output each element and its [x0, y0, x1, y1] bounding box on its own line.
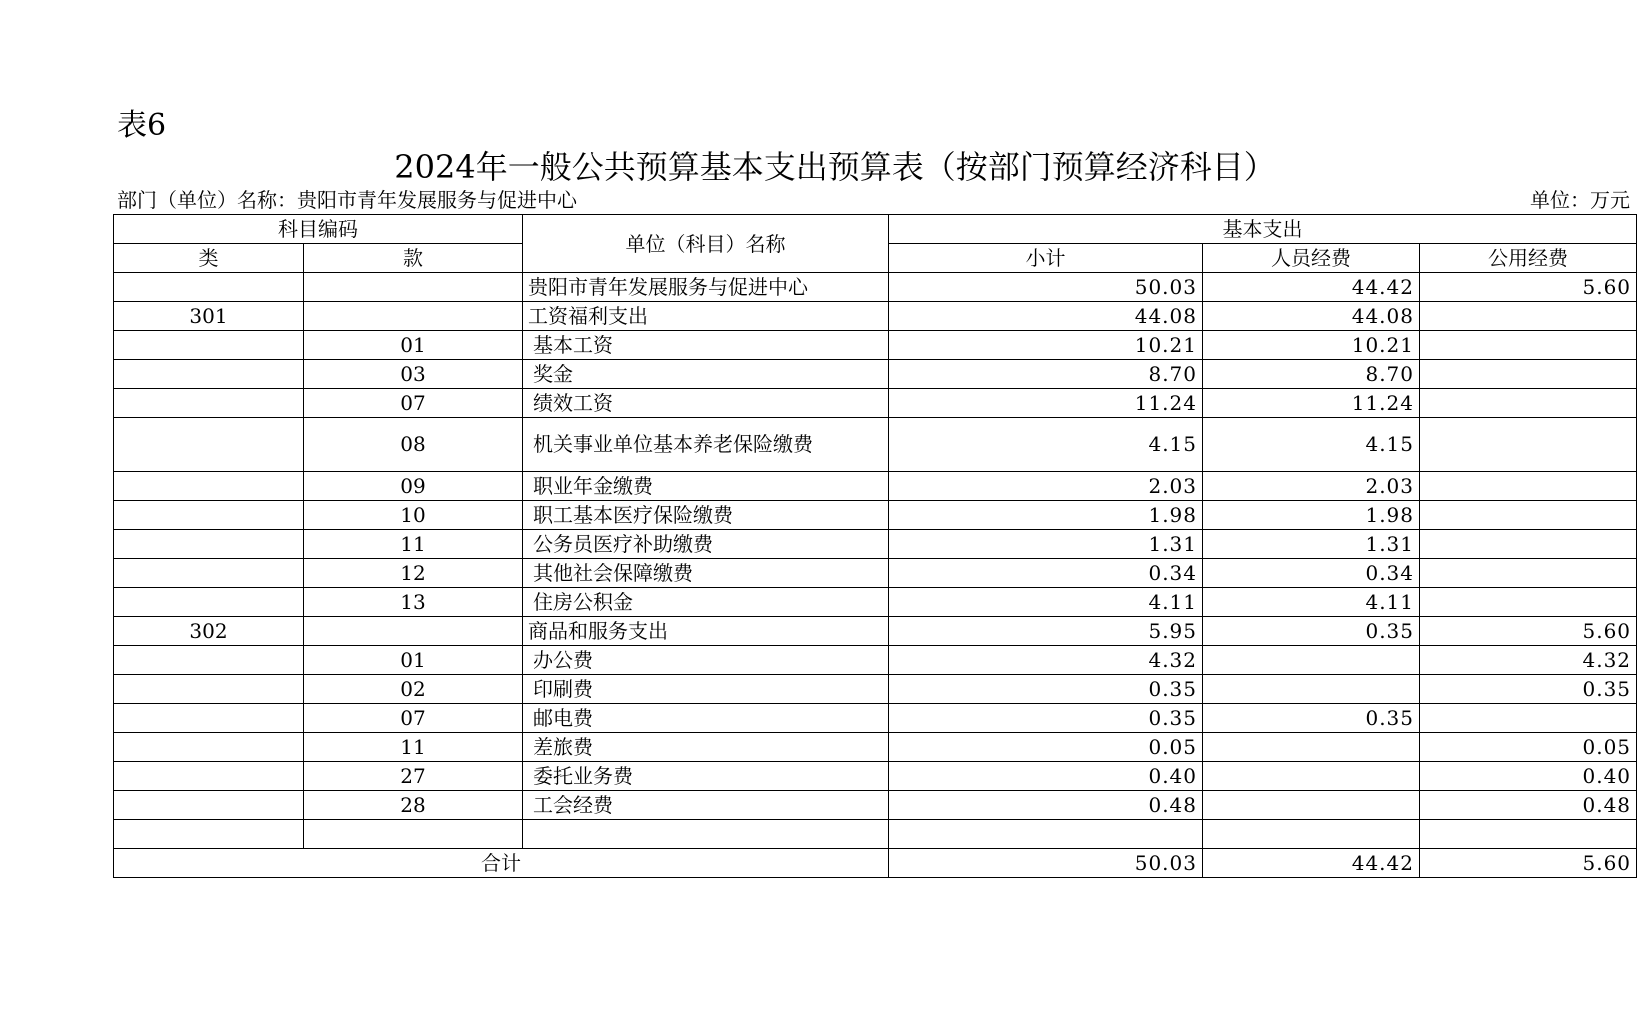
cell-public: [1420, 588, 1637, 617]
cell-subtotal: 11.24: [889, 389, 1203, 418]
header-code: 科目编码: [114, 215, 523, 244]
cell-personnel: 44.08: [1203, 302, 1420, 331]
cell-lei: [114, 559, 304, 588]
cell-public: 0.05: [1420, 733, 1637, 762]
table-row: [114, 302, 1637, 331]
header-personnel: 人员经费: [1203, 244, 1420, 273]
cell-kuan: 07: [304, 389, 523, 418]
cell-name: 绩效工资: [523, 389, 889, 418]
cell-personnel: 1.98: [1203, 501, 1420, 530]
cell-lei: [114, 646, 304, 675]
cell-subtotal: 50.03: [889, 273, 1203, 302]
cell-subtotal: 5.95: [889, 617, 1203, 646]
cell-lei: [114, 331, 304, 360]
cell-kuan: 03: [304, 360, 523, 389]
cell-lei: [114, 820, 304, 849]
cell-public: [1420, 501, 1637, 530]
cell-subtotal: 4.11: [889, 588, 1203, 617]
cell-kuan: 13: [304, 588, 523, 617]
cell-name: 工会经费: [523, 791, 889, 820]
cell-kuan: 27: [304, 762, 523, 791]
cell-subtotal: 0.40: [889, 762, 1203, 791]
cell-public: 0.48: [1420, 791, 1637, 820]
cell-lei: 302: [114, 617, 304, 646]
cell-personnel: 0.35: [1203, 617, 1420, 646]
header-lei: 类: [114, 244, 304, 273]
cell-kuan: 12: [304, 559, 523, 588]
cell-name: 住房公积金: [523, 588, 889, 617]
cell-public: 0.35: [1420, 675, 1637, 704]
cell-subtotal: 1.31: [889, 530, 1203, 559]
cell-public: [1420, 472, 1637, 501]
cell-personnel: [1203, 646, 1420, 675]
cell-subtotal: 8.70: [889, 360, 1203, 389]
cell-name: 差旅费: [523, 733, 889, 762]
total-label: 合计: [114, 849, 889, 878]
cell-lei: [114, 791, 304, 820]
cell-public: 0.40: [1420, 762, 1637, 791]
cell-subtotal: 0.34: [889, 559, 1203, 588]
cell-kuan: 11: [304, 733, 523, 762]
cell-lei: [114, 762, 304, 791]
cell-lei: [114, 675, 304, 704]
cell-lei: [114, 704, 304, 733]
unit-label: 单位：万元: [1530, 188, 1630, 212]
cell-lei: [114, 588, 304, 617]
cell-lei: [114, 273, 304, 302]
cell-name: 奖金: [523, 360, 889, 389]
cell-subtotal: 1.98: [889, 501, 1203, 530]
cell-personnel: [1203, 675, 1420, 704]
table-row: [114, 617, 1637, 646]
cell-name: 机关事业单位基本养老保险缴费: [523, 418, 889, 472]
cell-personnel: 2.03: [1203, 472, 1420, 501]
cell-public: [1420, 559, 1637, 588]
table-row: [114, 559, 1637, 588]
cell-personnel: [1203, 762, 1420, 791]
table-body: [114, 273, 1637, 849]
cell-name: 基本工资: [523, 331, 889, 360]
header-name: 单位（科目）名称: [523, 215, 889, 273]
table-row: [114, 675, 1637, 704]
cell-kuan: [304, 302, 523, 331]
cell-name: 商品和服务支出: [523, 617, 889, 646]
table-row: [114, 646, 1637, 675]
table-row: [114, 273, 1637, 302]
cell-name: 职工基本医疗保险缴费: [523, 501, 889, 530]
cell-personnel: 4.15: [1203, 418, 1420, 472]
cell-subtotal: 4.15: [889, 418, 1203, 472]
cell-subtotal: 0.05: [889, 733, 1203, 762]
header-subtotal: 小计: [889, 244, 1203, 273]
table-row: [114, 704, 1637, 733]
cell-lei: 301: [114, 302, 304, 331]
cell-kuan: 11: [304, 530, 523, 559]
cell-kuan: 01: [304, 646, 523, 675]
cell-kuan: 09: [304, 472, 523, 501]
cell-name: 公务员医疗补助缴费: [523, 530, 889, 559]
table-row: [114, 418, 1637, 472]
cell-kuan: 28: [304, 791, 523, 820]
cell-subtotal: 0.35: [889, 704, 1203, 733]
cell-personnel: 0.34: [1203, 559, 1420, 588]
cell-public: [1420, 389, 1637, 418]
total-row: [114, 849, 1637, 878]
cell-public: [1420, 530, 1637, 559]
cell-subtotal: 0.35: [889, 675, 1203, 704]
page-title: 2024年一般公共预算基本支出预算表（按部门预算经济科目）: [394, 148, 1276, 186]
cell-name: 职业年金缴费: [523, 472, 889, 501]
cell-lei: [114, 530, 304, 559]
header-public: 公用经费: [1420, 244, 1637, 273]
cell-kuan: [304, 617, 523, 646]
cell-name: 印刷费: [523, 675, 889, 704]
cell-subtotal: 0.48: [889, 791, 1203, 820]
cell-personnel: 1.31: [1203, 530, 1420, 559]
table-row: [114, 820, 1637, 849]
cell-public: [1420, 418, 1637, 472]
cell-personnel: [1203, 820, 1420, 849]
cell-lei: [114, 472, 304, 501]
cell-subtotal: 44.08: [889, 302, 1203, 331]
cell-name: 办公费: [523, 646, 889, 675]
cell-public: [1420, 302, 1637, 331]
cell-name: [523, 820, 889, 849]
cell-personnel: 44.42: [1203, 273, 1420, 302]
cell-personnel: [1203, 791, 1420, 820]
total-public: 5.60: [1420, 849, 1637, 878]
cell-lei: [114, 501, 304, 530]
cell-public: [1420, 820, 1637, 849]
cell-public: [1420, 360, 1637, 389]
cell-public: 5.60: [1420, 273, 1637, 302]
table-row: [114, 389, 1637, 418]
budget-table: [113, 214, 1637, 878]
table-row: [114, 501, 1637, 530]
table-row: [114, 762, 1637, 791]
table-row: [114, 472, 1637, 501]
header-basic: 基本支出: [889, 215, 1637, 244]
cell-subtotal: 2.03: [889, 472, 1203, 501]
header-kuan: 款: [304, 244, 523, 273]
cell-lei: [114, 733, 304, 762]
cell-name: 工资福利支出: [523, 302, 889, 331]
cell-public: 4.32: [1420, 646, 1637, 675]
cell-personnel: 0.35: [1203, 704, 1420, 733]
table-number: 表6: [117, 108, 167, 143]
total-subtotal: 50.03: [889, 849, 1203, 878]
table-row: [114, 791, 1637, 820]
department-label: 部门（单位）名称：贵阳市青年发展服务与促进中心: [117, 188, 577, 212]
cell-name: 贵阳市青年发展服务与促进中心: [523, 273, 889, 302]
table-row: [114, 733, 1637, 762]
table-row: [114, 588, 1637, 617]
cell-lei: [114, 360, 304, 389]
cell-personnel: 8.70: [1203, 360, 1420, 389]
cell-subtotal: 4.32: [889, 646, 1203, 675]
cell-name: 委托业务费: [523, 762, 889, 791]
cell-personnel: [1203, 733, 1420, 762]
cell-personnel: 10.21: [1203, 331, 1420, 360]
cell-kuan: 10: [304, 501, 523, 530]
cell-kuan: [304, 820, 523, 849]
cell-subtotal: [889, 820, 1203, 849]
total-personnel: 44.42: [1203, 849, 1420, 878]
cell-kuan: 01: [304, 331, 523, 360]
cell-lei: [114, 389, 304, 418]
cell-public: [1420, 704, 1637, 733]
cell-name: 邮电费: [523, 704, 889, 733]
cell-subtotal: 10.21: [889, 331, 1203, 360]
cell-kuan: 07: [304, 704, 523, 733]
table-row: [114, 530, 1637, 559]
cell-personnel: 4.11: [1203, 588, 1420, 617]
cell-lei: [114, 418, 304, 472]
table-row: [114, 360, 1637, 389]
cell-kuan: [304, 273, 523, 302]
cell-personnel: 11.24: [1203, 389, 1420, 418]
cell-kuan: 02: [304, 675, 523, 704]
cell-public: [1420, 331, 1637, 360]
cell-name: 其他社会保障缴费: [523, 559, 889, 588]
table-row: [114, 331, 1637, 360]
cell-public: 5.60: [1420, 617, 1637, 646]
cell-kuan: 08: [304, 418, 523, 472]
